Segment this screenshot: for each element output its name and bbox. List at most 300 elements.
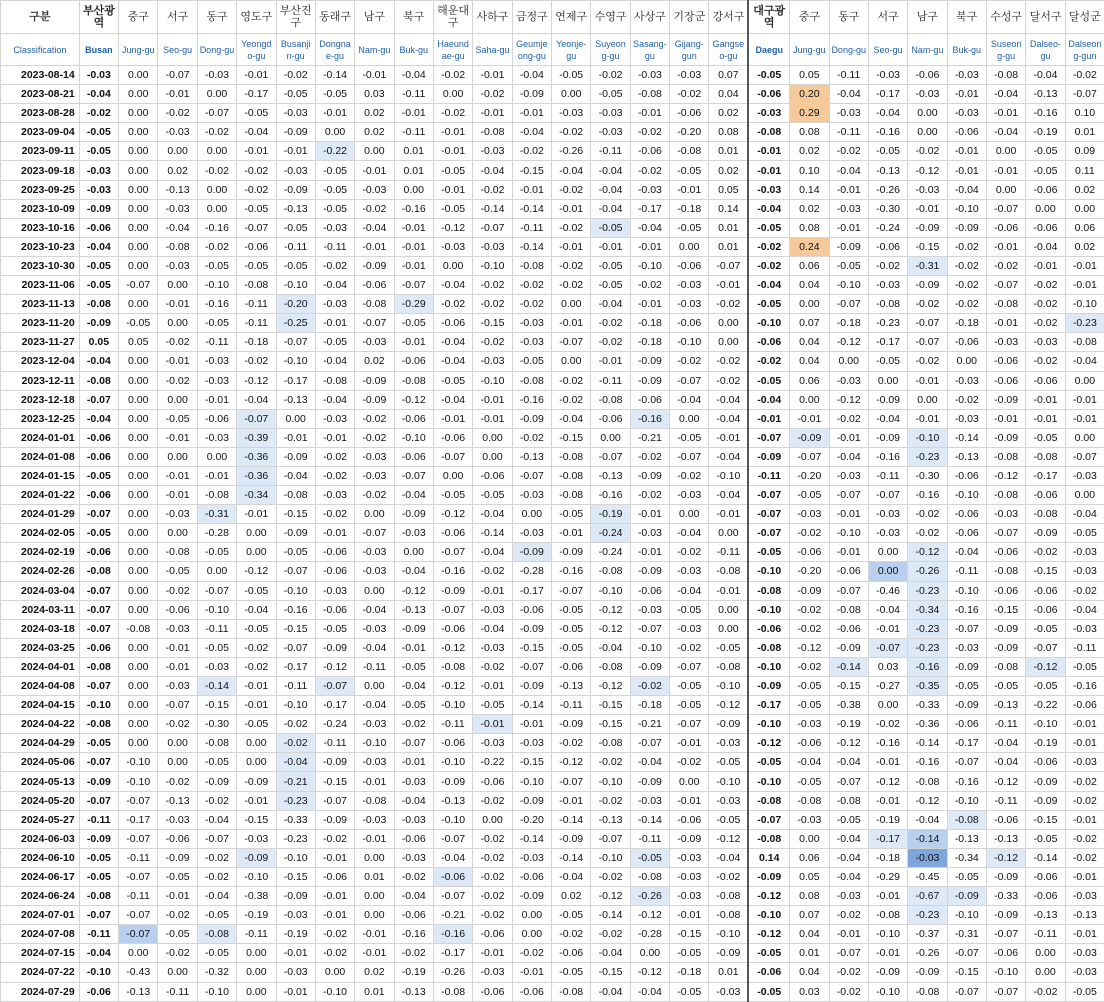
value-cell: 0.00 — [433, 85, 472, 104]
value-cell: -0.07 — [829, 944, 868, 963]
value-cell: -0.02 — [512, 276, 551, 295]
value-cell: -0.05 — [709, 638, 748, 657]
value-cell: 0.00 — [1065, 199, 1104, 218]
value-cell: 0.00 — [868, 543, 907, 562]
value-cell: -0.12 — [908, 791, 947, 810]
value-cell: -0.17 — [748, 696, 789, 715]
value-cell: -0.05 — [790, 696, 829, 715]
value-cell: 0.02 — [355, 104, 394, 123]
value-cell: -0.05 — [197, 944, 236, 963]
value-cell: -0.06 — [1026, 371, 1065, 390]
value-cell: -0.03 — [473, 352, 512, 371]
value-cell: -0.05 — [237, 199, 276, 218]
value-cell: -0.04 — [552, 867, 591, 886]
table-row — [1, 333, 1104, 352]
value-cell: -0.01 — [1065, 867, 1104, 886]
value-cell: -0.03 — [158, 677, 197, 696]
value-cell: -0.06 — [79, 447, 118, 466]
value-cell: -0.04 — [986, 85, 1025, 104]
value-cell: -0.03 — [197, 428, 236, 447]
value-cell: -0.02 — [591, 66, 630, 85]
value-cell: -0.02 — [829, 982, 868, 1001]
value-cell: -0.03 — [670, 867, 709, 886]
value-cell: -0.24 — [591, 543, 630, 562]
value-cell: -0.10 — [947, 486, 986, 505]
value-cell: -0.01 — [355, 925, 394, 944]
value-cell: -0.01 — [433, 409, 472, 428]
value-cell: -0.09 — [1026, 791, 1065, 810]
value-cell: -0.01 — [394, 753, 433, 772]
value-cell: -0.01 — [512, 963, 551, 982]
value-cell: -0.21 — [630, 715, 669, 734]
value-cell: -0.05 — [473, 696, 512, 715]
value-cell: -0.01 — [709, 581, 748, 600]
value-cell: -0.03 — [908, 848, 947, 867]
value-cell: -0.04 — [829, 447, 868, 466]
value-cell: -0.11 — [433, 715, 472, 734]
value-cell: -0.11 — [315, 734, 354, 753]
value-cell: -0.05 — [315, 333, 354, 352]
value-cell: 0.01 — [355, 867, 394, 886]
value-cell: -0.21 — [276, 772, 315, 791]
value-cell: -0.06 — [947, 524, 986, 543]
value-cell: -0.01 — [986, 314, 1025, 333]
column-header-en: Geumje ong-gu — [512, 34, 551, 66]
row-date: 2023-12-11 — [1, 371, 80, 390]
value-cell: 0.29 — [790, 104, 829, 123]
value-cell: 0.00 — [552, 295, 591, 314]
value-cell: -0.08 — [433, 982, 472, 1001]
value-cell: -0.01 — [433, 142, 472, 161]
value-cell: -0.14 — [315, 66, 354, 85]
value-cell: -0.06 — [79, 638, 118, 657]
value-cell: -0.02 — [433, 66, 472, 85]
value-cell: -0.15 — [591, 696, 630, 715]
value-cell: -0.03 — [986, 333, 1025, 352]
value-cell: -0.07 — [276, 562, 315, 581]
value-cell: -0.08 — [709, 887, 748, 906]
value-cell: 0.00 — [119, 390, 158, 409]
column-header-en: Busanji n-gu — [276, 34, 315, 66]
value-cell: -0.02 — [158, 371, 197, 390]
value-cell: -0.01 — [473, 677, 512, 696]
value-cell: 0.01 — [709, 963, 748, 982]
value-cell: -0.01 — [986, 161, 1025, 180]
row-date: 2023-12-18 — [1, 390, 80, 409]
value-cell: 0.00 — [1026, 199, 1065, 218]
column-header-ko: 부산진구 — [276, 1, 315, 34]
value-cell: -0.06 — [433, 524, 472, 543]
value-cell: -0.02 — [197, 791, 236, 810]
value-cell: -0.06 — [986, 581, 1025, 600]
value-cell: -0.26 — [433, 963, 472, 982]
value-cell: -0.07 — [591, 447, 630, 466]
value-cell: -0.29 — [868, 867, 907, 886]
value-cell: -0.17 — [630, 199, 669, 218]
value-cell: -0.02 — [276, 734, 315, 753]
value-cell: -0.04 — [315, 276, 354, 295]
value-cell: -0.02 — [986, 256, 1025, 275]
value-cell: 0.00 — [237, 734, 276, 753]
value-cell: -0.19 — [1026, 734, 1065, 753]
value-cell: -0.12 — [237, 371, 276, 390]
value-cell: -0.03 — [908, 180, 947, 199]
value-cell: -0.03 — [512, 734, 551, 753]
value-cell: -0.16 — [394, 925, 433, 944]
value-cell: -0.11 — [79, 810, 118, 829]
value-cell: -0.08 — [79, 371, 118, 390]
value-cell: -0.02 — [552, 123, 591, 142]
value-cell: -0.01 — [473, 104, 512, 123]
value-cell: -0.04 — [670, 524, 709, 543]
table-row — [1, 466, 1104, 485]
value-cell: 0.20 — [790, 85, 829, 104]
table-row — [1, 925, 1104, 944]
value-cell: -0.04 — [473, 505, 512, 524]
value-cell: -0.07 — [433, 887, 472, 906]
value-cell: -0.07 — [433, 829, 472, 848]
value-cell: 0.00 — [119, 600, 158, 619]
value-cell: 0.00 — [709, 333, 748, 352]
value-cell: -0.04 — [1065, 352, 1104, 371]
value-cell: -0.02 — [355, 199, 394, 218]
value-cell: -0.07 — [986, 524, 1025, 543]
table-row — [1, 944, 1104, 963]
value-cell: -0.04 — [79, 85, 118, 104]
value-cell: -0.07 — [748, 428, 789, 447]
value-cell: -0.03 — [986, 505, 1025, 524]
value-cell: -0.02 — [473, 791, 512, 810]
value-cell: -0.09 — [709, 944, 748, 963]
column-header-ko: 강서구 — [709, 1, 748, 34]
value-cell: 0.08 — [790, 123, 829, 142]
row-date: 2024-06-17 — [1, 867, 80, 886]
value-cell: -0.01 — [947, 161, 986, 180]
value-cell: -0.12 — [433, 505, 472, 524]
value-cell: -0.09 — [790, 581, 829, 600]
value-cell: -0.06 — [829, 562, 868, 581]
value-cell: -0.10 — [79, 963, 118, 982]
value-cell: -0.05 — [790, 677, 829, 696]
row-date: 2024-04-15 — [1, 696, 80, 715]
value-cell: -0.05 — [197, 753, 236, 772]
value-cell: -0.02 — [473, 906, 512, 925]
value-cell: -0.02 — [630, 677, 669, 696]
value-cell: 0.00 — [315, 963, 354, 982]
value-cell: -0.09 — [237, 848, 276, 867]
value-cell: -0.05 — [790, 486, 829, 505]
column-header-en: Dongna e-gu — [315, 34, 354, 66]
value-cell: 0.00 — [158, 753, 197, 772]
column-header-en: Nam-gu — [355, 34, 394, 66]
value-cell: -0.13 — [947, 447, 986, 466]
value-cell: -0.01 — [355, 944, 394, 963]
value-cell: -0.01 — [709, 505, 748, 524]
value-cell: -0.05 — [748, 295, 789, 314]
value-cell: -0.01 — [868, 619, 907, 638]
value-cell: -0.02 — [591, 314, 630, 333]
table-row — [1, 963, 1104, 982]
value-cell: -0.12 — [433, 638, 472, 657]
value-cell: 0.00 — [908, 390, 947, 409]
value-cell: -0.10 — [868, 925, 907, 944]
value-cell: -0.10 — [433, 753, 472, 772]
value-cell: -0.01 — [473, 390, 512, 409]
value-cell: -0.01 — [473, 409, 512, 428]
value-cell: 0.00 — [552, 85, 591, 104]
value-cell: -0.23 — [276, 791, 315, 810]
value-cell: -0.02 — [473, 657, 512, 676]
row-date: 2024-04-22 — [1, 715, 80, 734]
value-cell: 0.04 — [790, 333, 829, 352]
value-cell: -0.13 — [158, 791, 197, 810]
value-cell: -0.12 — [591, 619, 630, 638]
row-date: 2024-04-01 — [1, 657, 80, 676]
value-cell: -0.02 — [709, 371, 748, 390]
value-cell: 0.00 — [119, 256, 158, 275]
value-cell: -0.02 — [947, 276, 986, 295]
value-cell: -0.06 — [315, 600, 354, 619]
column-header-en: Dalseo-gu — [1026, 34, 1065, 66]
value-cell: -0.02 — [790, 524, 829, 543]
value-cell: -0.02 — [630, 486, 669, 505]
value-cell: -0.03 — [512, 314, 551, 333]
value-cell: -0.08 — [748, 638, 789, 657]
value-cell: -0.11 — [158, 982, 197, 1001]
value-cell: -0.03 — [829, 887, 868, 906]
value-cell: -0.03 — [355, 810, 394, 829]
value-cell: -0.26 — [630, 887, 669, 906]
value-cell: -0.10 — [433, 810, 472, 829]
value-cell: -0.09 — [433, 581, 472, 600]
row-date: 2023-09-11 — [1, 142, 80, 161]
value-cell: -0.06 — [790, 543, 829, 562]
value-cell: -0.03 — [237, 829, 276, 848]
value-cell: -0.03 — [829, 199, 868, 218]
value-cell: -0.05 — [670, 982, 709, 1001]
table-row — [1, 104, 1104, 123]
column-header-en: Saha-gu — [473, 34, 512, 66]
value-cell: -0.08 — [709, 906, 748, 925]
value-cell: -0.08 — [79, 657, 118, 676]
value-cell: -0.23 — [908, 906, 947, 925]
value-cell: -0.03 — [158, 199, 197, 218]
value-cell: -0.06 — [473, 466, 512, 485]
value-cell: -0.08 — [947, 810, 986, 829]
value-cell: 0.05 — [790, 867, 829, 886]
table-row — [1, 180, 1104, 199]
value-cell: -0.35 — [908, 677, 947, 696]
value-cell: -0.09 — [512, 619, 551, 638]
value-cell: -0.03 — [197, 657, 236, 676]
value-cell: -0.22 — [1026, 696, 1065, 715]
value-cell: -0.04 — [630, 753, 669, 772]
value-cell: -0.20 — [276, 295, 315, 314]
value-cell: -0.01 — [158, 486, 197, 505]
value-cell: -0.08 — [552, 982, 591, 1001]
value-cell: -0.02 — [670, 543, 709, 562]
value-cell: -0.03 — [158, 619, 197, 638]
value-cell: -0.05 — [552, 66, 591, 85]
value-cell: -0.01 — [1065, 734, 1104, 753]
value-cell: -0.05 — [276, 256, 315, 275]
value-cell: -0.17 — [433, 944, 472, 963]
table-row — [1, 982, 1104, 1001]
value-cell: -0.03 — [1065, 543, 1104, 562]
table-row — [1, 123, 1104, 142]
value-cell: -0.08 — [237, 276, 276, 295]
value-cell: -0.15 — [829, 677, 868, 696]
row-date: 2023-12-04 — [1, 352, 80, 371]
value-cell: -0.05 — [237, 581, 276, 600]
value-cell: 0.00 — [1026, 944, 1065, 963]
value-cell: -0.05 — [1026, 428, 1065, 447]
value-cell: -0.01 — [1065, 256, 1104, 275]
value-cell: -0.05 — [790, 772, 829, 791]
value-cell: -0.10 — [709, 925, 748, 944]
value-cell: -0.24 — [868, 218, 907, 237]
value-cell: -0.19 — [276, 925, 315, 944]
value-cell: -0.10 — [709, 772, 748, 791]
value-cell: -0.03 — [79, 180, 118, 199]
value-cell: 0.00 — [119, 104, 158, 123]
value-cell: -0.06 — [315, 562, 354, 581]
value-cell: 0.00 — [158, 963, 197, 982]
column-header-en: Buk-gu — [947, 34, 986, 66]
value-cell: 0.00 — [790, 390, 829, 409]
value-cell: -0.08 — [158, 237, 197, 256]
row-date: 2023-10-16 — [1, 218, 80, 237]
value-cell: -0.08 — [908, 982, 947, 1001]
value-cell: 0.00 — [394, 543, 433, 562]
value-cell: -0.05 — [709, 810, 748, 829]
value-cell: -0.01 — [315, 314, 354, 333]
value-cell: -0.09 — [79, 314, 118, 333]
value-cell: -0.10 — [748, 600, 789, 619]
value-cell: -0.13 — [119, 982, 158, 1001]
value-cell: -0.14 — [552, 810, 591, 829]
value-cell: -0.27 — [868, 677, 907, 696]
value-cell: -0.06 — [748, 619, 789, 638]
value-cell: -0.11 — [986, 715, 1025, 734]
value-cell: -0.09 — [986, 867, 1025, 886]
value-cell: -0.08 — [748, 791, 789, 810]
value-cell: -0.02 — [552, 276, 591, 295]
value-cell: -0.43 — [119, 963, 158, 982]
value-cell: -0.02 — [947, 295, 986, 314]
value-cell: -0.03 — [355, 619, 394, 638]
value-cell: -0.14 — [512, 829, 551, 848]
table-row — [1, 791, 1104, 810]
value-cell: 0.01 — [709, 218, 748, 237]
value-cell: -0.02 — [473, 867, 512, 886]
value-cell: -0.13 — [1026, 906, 1065, 925]
value-cell: 0.00 — [158, 524, 197, 543]
value-cell: -0.09 — [276, 180, 315, 199]
value-cell: -0.06 — [473, 982, 512, 1001]
value-cell: -0.04 — [670, 390, 709, 409]
value-cell: 0.00 — [355, 677, 394, 696]
value-cell: -0.09 — [158, 848, 197, 867]
value-cell: -0.02 — [630, 161, 669, 180]
value-cell: -0.01 — [394, 237, 433, 256]
value-cell: -0.02 — [630, 447, 669, 466]
value-cell: -0.15 — [591, 715, 630, 734]
value-cell: 0.00 — [119, 66, 158, 85]
value-cell: -0.07 — [947, 982, 986, 1001]
value-cell: -0.06 — [473, 925, 512, 944]
value-cell: 0.07 — [790, 314, 829, 333]
value-cell: -0.01 — [237, 66, 276, 85]
value-cell: -0.01 — [237, 505, 276, 524]
row-date: 2024-07-29 — [1, 982, 80, 1001]
value-cell: -0.01 — [868, 887, 907, 906]
value-cell: -0.06 — [512, 867, 551, 886]
value-cell: -0.06 — [670, 256, 709, 275]
value-cell: -0.08 — [1065, 333, 1104, 352]
value-cell: -0.05 — [552, 638, 591, 657]
value-cell: -0.02 — [790, 600, 829, 619]
value-cell: -0.13 — [1065, 906, 1104, 925]
value-cell: -0.28 — [630, 925, 669, 944]
value-cell: -0.01 — [197, 390, 236, 409]
value-cell: -0.06 — [355, 276, 394, 295]
table-body — [1, 66, 1104, 1002]
value-cell: -0.12 — [829, 390, 868, 409]
value-cell: 0.04 — [790, 925, 829, 944]
value-cell: -0.08 — [197, 486, 236, 505]
value-cell: -0.03 — [868, 524, 907, 543]
value-cell: -0.13 — [512, 447, 551, 466]
value-cell: -0.02 — [237, 657, 276, 676]
value-cell: -0.05 — [670, 600, 709, 619]
column-header-ko: 동구 — [197, 1, 236, 34]
table-row — [1, 237, 1104, 256]
value-cell: -0.13 — [276, 199, 315, 218]
value-cell: -0.02 — [473, 829, 512, 848]
value-cell: -0.16 — [552, 562, 591, 581]
value-cell: -0.31 — [908, 256, 947, 275]
value-cell: 0.00 — [119, 123, 158, 142]
value-cell: -0.07 — [670, 715, 709, 734]
value-cell: 0.05 — [790, 66, 829, 85]
value-cell: -0.05 — [158, 925, 197, 944]
value-cell: -0.03 — [394, 524, 433, 543]
value-cell: -0.07 — [1026, 638, 1065, 657]
value-cell: -0.04 — [829, 829, 868, 848]
table-row — [1, 505, 1104, 524]
value-cell: 0.00 — [119, 734, 158, 753]
value-cell: -0.04 — [709, 486, 748, 505]
value-cell: 0.00 — [197, 447, 236, 466]
value-cell: -0.06 — [433, 314, 472, 333]
value-cell: -0.02 — [947, 390, 986, 409]
value-cell: -0.10 — [630, 638, 669, 657]
value-cell: -0.08 — [355, 295, 394, 314]
value-cell: -0.02 — [748, 352, 789, 371]
value-cell: -0.03 — [394, 848, 433, 867]
value-cell: 0.00 — [237, 543, 276, 562]
value-cell: -0.07 — [394, 276, 433, 295]
value-cell: -0.10 — [748, 562, 789, 581]
row-date: 2024-06-10 — [1, 848, 80, 867]
value-cell: -0.09 — [355, 371, 394, 390]
value-cell: -0.08 — [986, 486, 1025, 505]
value-cell: -0.03 — [158, 256, 197, 275]
value-cell: -0.17 — [512, 581, 551, 600]
value-cell: -0.12 — [790, 638, 829, 657]
value-cell: 0.09 — [1065, 142, 1104, 161]
